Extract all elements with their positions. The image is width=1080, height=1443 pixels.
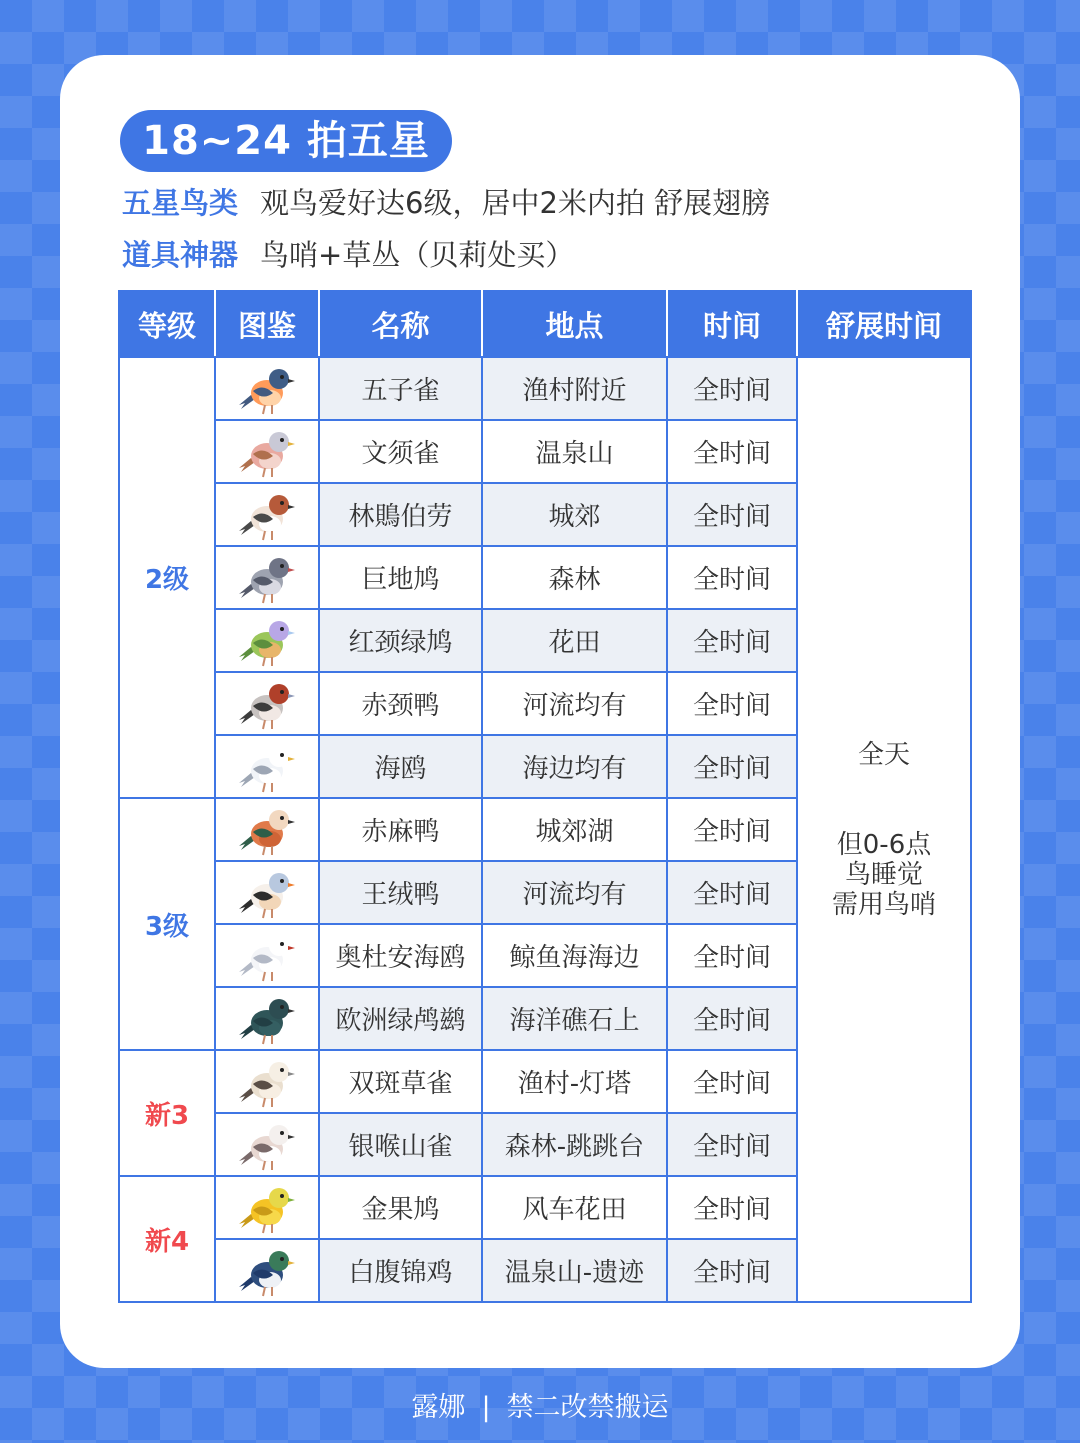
bird-name-cell: 金果鸠 — [319, 1176, 482, 1239]
bird-place-cell: 河流均有 — [482, 861, 667, 924]
bird-name-cell: 红颈绿鸠 — [319, 609, 482, 672]
bird-time-cell: 全时间 — [667, 1050, 797, 1113]
double-barred-finch-icon — [237, 1054, 297, 1110]
bird-icon-cell — [215, 609, 319, 672]
bird-name-cell: 林鵙伯劳 — [319, 483, 482, 546]
bird-place-cell: 城郊 — [482, 483, 667, 546]
bird-icon-cell — [215, 1113, 319, 1176]
nuthatch-icon — [237, 361, 297, 417]
info-value: 观鸟爱好达6级，居中2米内拍 舒展翅膀 — [260, 186, 771, 220]
bird-icon-cell — [215, 546, 319, 609]
bird-name-cell: 赤麻鸭 — [319, 798, 482, 861]
bird-time-cell: 全时间 — [667, 798, 797, 861]
bird-time-cell: 全时间 — [667, 672, 797, 735]
bird-icon-cell — [215, 1239, 319, 1302]
bird-icon-cell — [215, 357, 319, 420]
bird-name-cell: 海鸥 — [319, 735, 482, 798]
bird-icon-cell — [215, 420, 319, 483]
bird-place-cell: 风车花田 — [482, 1176, 667, 1239]
bird-icon-cell — [215, 924, 319, 987]
info-value: 鸟哨+草丛（贝莉处买） — [260, 238, 575, 272]
bird-name-cell: 欧洲绿鸬鹚 — [319, 987, 482, 1050]
bird-place-cell: 渔村-灯塔 — [482, 1050, 667, 1113]
ground-dove-icon — [237, 550, 297, 606]
bird-time-cell: 全时间 — [667, 987, 797, 1050]
level-cell: 2级 — [119, 357, 215, 798]
bird-name-cell: 文须雀 — [319, 420, 482, 483]
table-body — [119, 357, 971, 1302]
wigeon-icon — [237, 676, 297, 732]
bird-place-cell: 温泉山-遗迹 — [482, 1239, 667, 1302]
bird-icon-cell — [215, 672, 319, 735]
relax-time-note-line: 但0-6点 — [836, 829, 932, 860]
bird-name-cell: 巨地鸠 — [319, 546, 482, 609]
bird-icon-cell — [215, 987, 319, 1050]
footer-notice: 禁二改禁搬运 — [506, 1392, 669, 1423]
bird-time-cell: 全时间 — [667, 420, 797, 483]
bird-icon-cell — [215, 861, 319, 924]
bird-place-cell: 河流均有 — [482, 672, 667, 735]
bird-icon-cell — [215, 798, 319, 861]
info-label: 五星鸟类 — [122, 186, 239, 220]
bird-place-cell: 城郊湖 — [482, 798, 667, 861]
content-card — [60, 55, 1020, 1368]
bird-time-cell: 全时间 — [667, 861, 797, 924]
bird-time-cell: 全时间 — [667, 924, 797, 987]
bird-time-cell: 全时间 — [667, 546, 797, 609]
shag-icon — [237, 991, 297, 1047]
level-cell: 3级 — [119, 798, 215, 1050]
bird-table — [118, 290, 972, 1303]
info-row-tools — [122, 235, 574, 275]
bird-name-cell: 五子雀 — [319, 357, 482, 420]
level-cell: 新4 — [119, 1176, 215, 1302]
table-row — [119, 357, 971, 420]
bird-time-cell: 全时间 — [667, 1176, 797, 1239]
bird-name-cell: 白腹锦鸡 — [319, 1239, 482, 1302]
ruddy-shelduck-icon — [237, 802, 297, 858]
bird-place-cell: 渔村附近 — [482, 357, 667, 420]
bird-place-cell: 花田 — [482, 609, 667, 672]
level-cell: 新3 — [119, 1050, 215, 1176]
relax-time-cell — [797, 357, 971, 1302]
bird-icon-cell — [215, 1176, 319, 1239]
column-header-level: 等级 — [119, 291, 215, 357]
long-tailed-tit-icon — [237, 1117, 297, 1173]
lady-amherst-pheasant-icon — [237, 1243, 297, 1299]
king-eider-icon — [237, 865, 297, 921]
relax-time-main: 全天 — [857, 739, 910, 770]
relax-time-note-line: 鸟睡觉 — [844, 859, 923, 890]
bird-place-cell: 鲸鱼海海边 — [482, 924, 667, 987]
relax-time-note-line: 需用鸟哨 — [831, 889, 936, 920]
bird-time-cell: 全时间 — [667, 735, 797, 798]
column-header-place: 地点 — [482, 291, 667, 357]
bird-name-cell: 双斑草雀 — [319, 1050, 482, 1113]
bird-place-cell: 森林 — [482, 546, 667, 609]
info-label: 道具神器 — [122, 238, 239, 272]
bird-time-cell: 全时间 — [667, 609, 797, 672]
column-header-icon: 图鉴 — [215, 291, 319, 357]
bird-icon-cell — [215, 483, 319, 546]
bird-time-cell: 全时间 — [667, 1239, 797, 1302]
bird-time-cell: 全时间 — [667, 357, 797, 420]
bird-name-cell: 银喉山雀 — [319, 1113, 482, 1176]
bird-name-cell: 王绒鸭 — [319, 861, 482, 924]
column-header-relax-time: 舒展时间 — [797, 291, 971, 357]
bearded-reedling-icon — [237, 424, 297, 480]
bird-time-cell: 全时间 — [667, 483, 797, 546]
bird-place-cell: 海洋礁石上 — [482, 987, 667, 1050]
bird-icon-cell — [215, 1050, 319, 1113]
bird-place-cell: 海边均有 — [482, 735, 667, 798]
page-title: 18~24 拍五星 — [120, 110, 452, 172]
golden-fruit-dove-icon — [237, 1180, 297, 1236]
info-row-birds — [122, 183, 770, 223]
bird-time-cell: 全时间 — [667, 1113, 797, 1176]
bird-place-cell: 温泉山 — [482, 420, 667, 483]
footer — [0, 1388, 1080, 1428]
bird-name-cell: 赤颈鸭 — [319, 672, 482, 735]
footer-author: 露娜 — [411, 1392, 466, 1423]
table-header-row — [119, 291, 971, 357]
woodchat-shrike-icon — [237, 487, 297, 543]
bird-icon-cell — [215, 735, 319, 798]
bird-place-cell: 森林-跳跳台 — [482, 1113, 667, 1176]
audouins-gull-icon — [237, 928, 297, 984]
footer-separator: | — [481, 1392, 491, 1423]
seagull-icon — [237, 739, 297, 795]
bird-name-cell: 奥杜安海鸥 — [319, 924, 482, 987]
column-header-time: 时间 — [667, 291, 797, 357]
column-header-name: 名称 — [319, 291, 482, 357]
green-pigeon-icon — [237, 613, 297, 669]
